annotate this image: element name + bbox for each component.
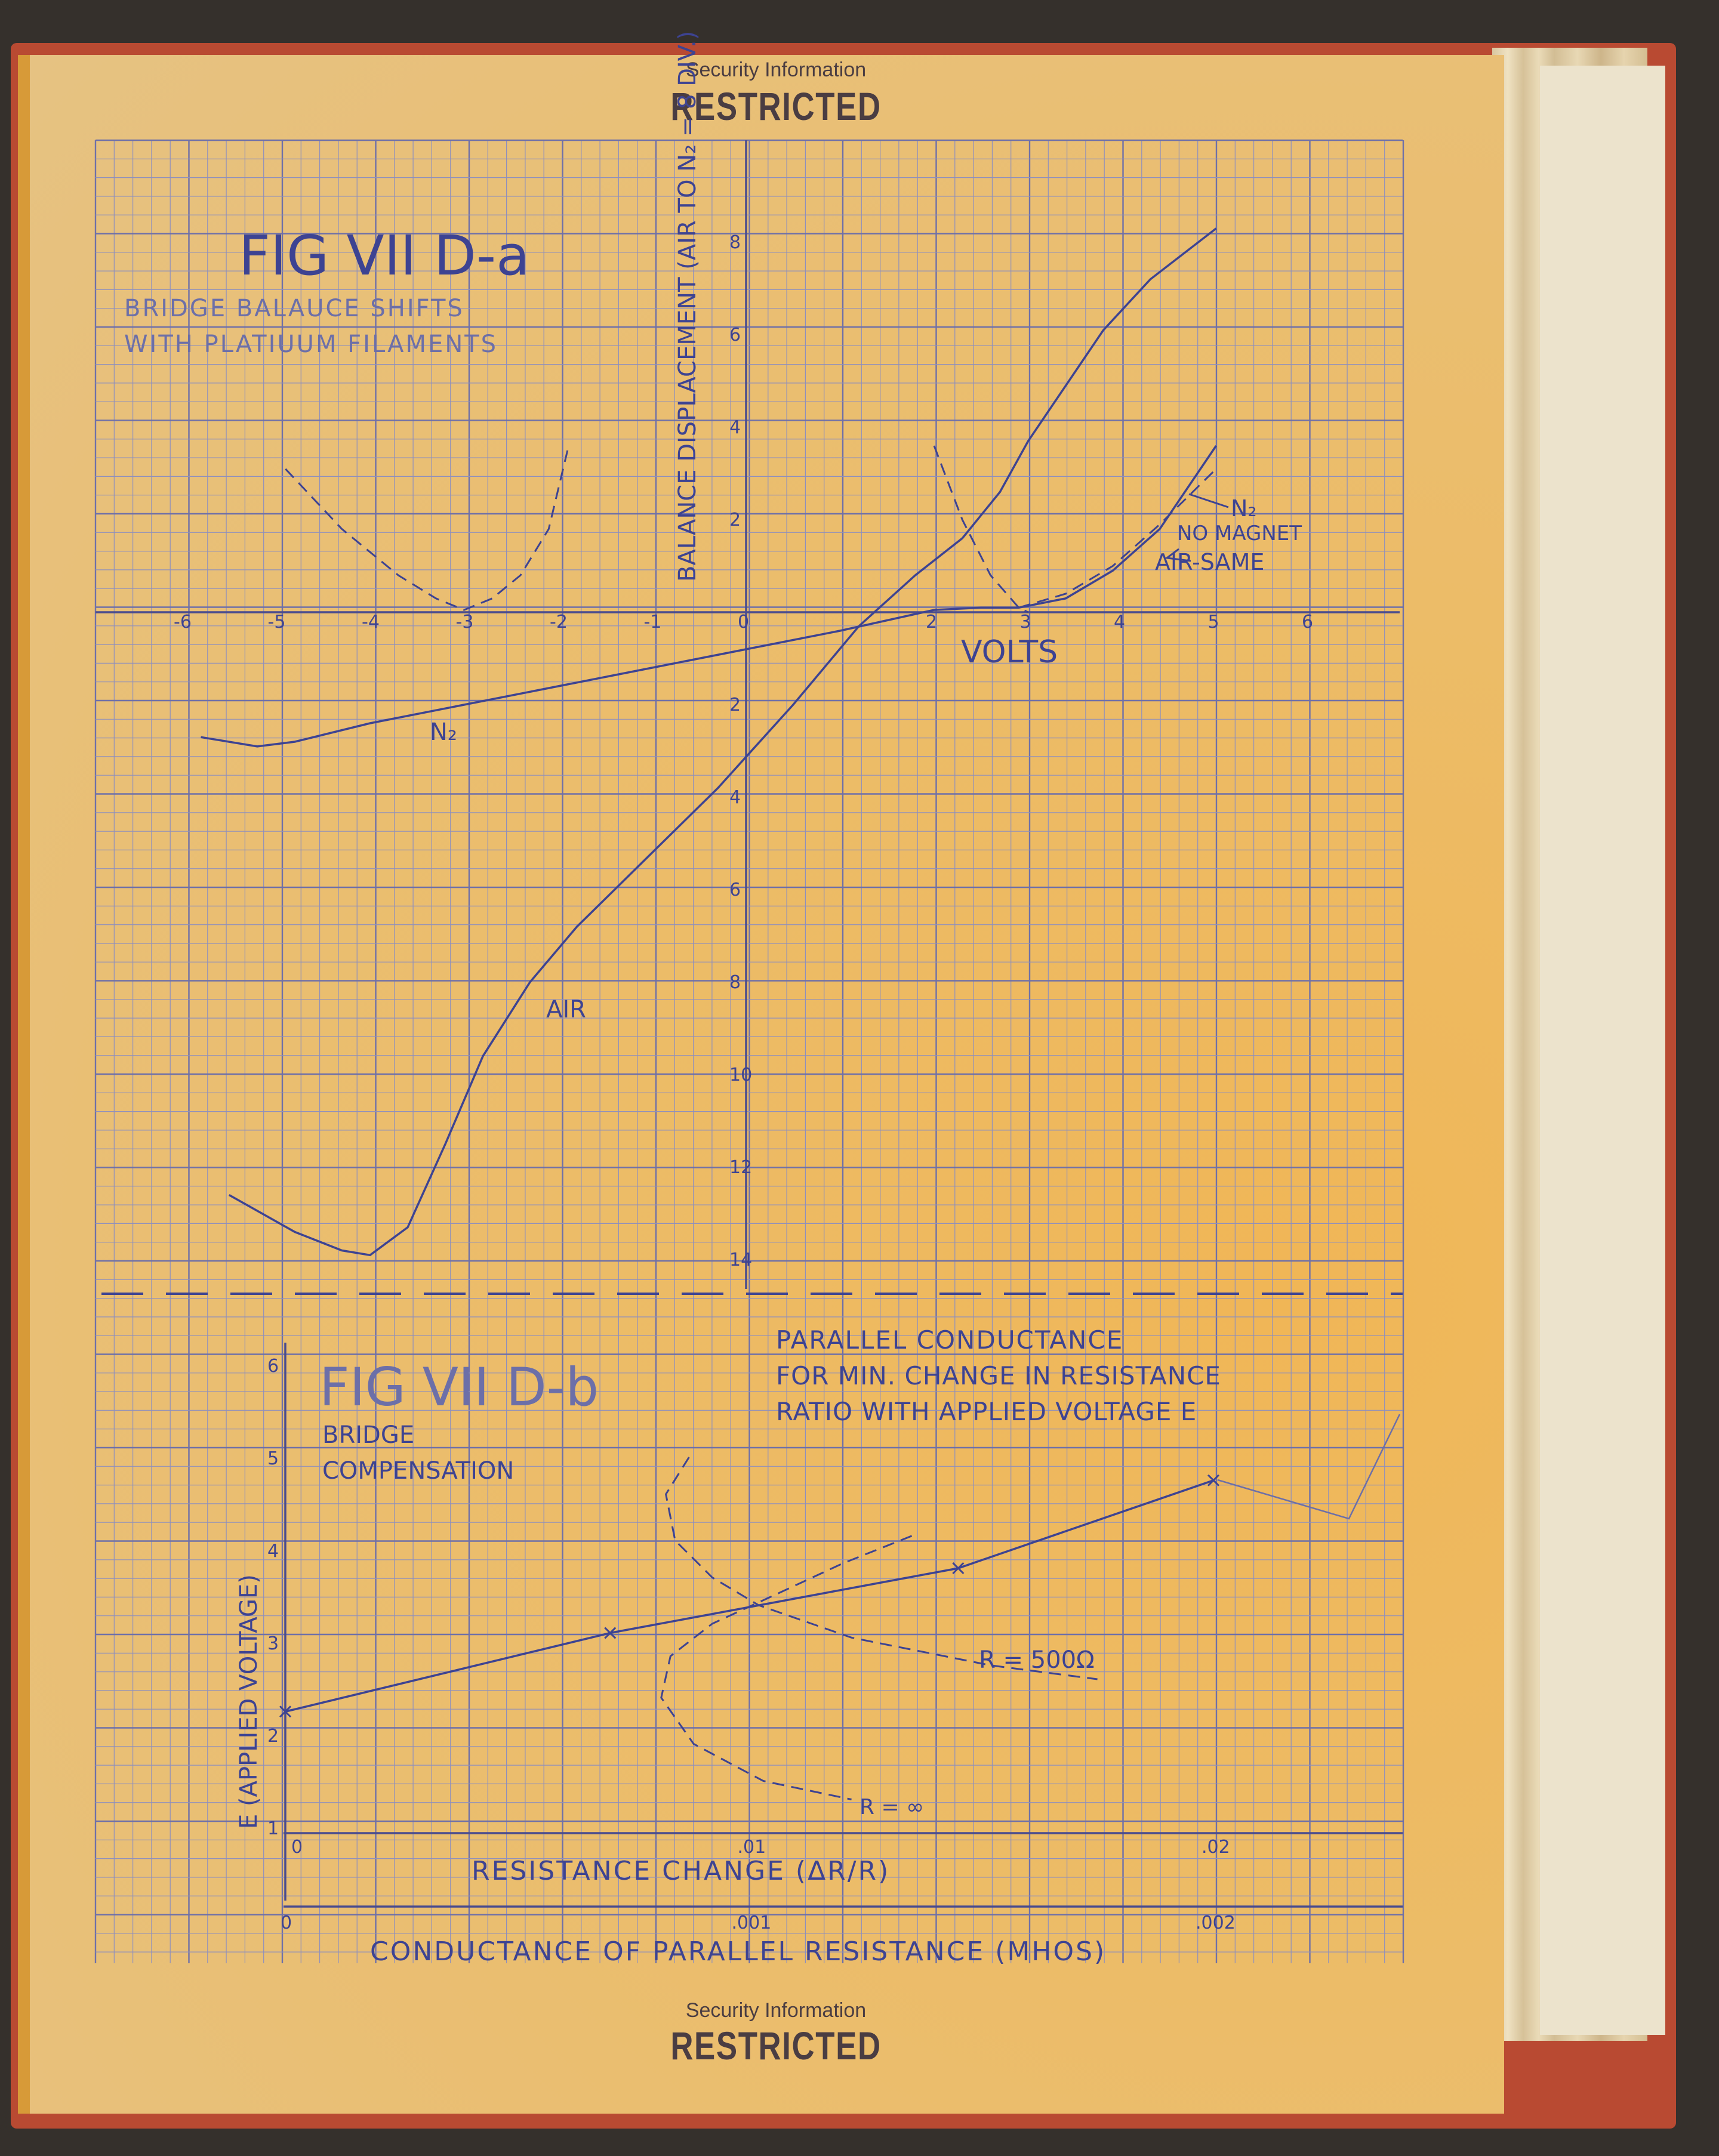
fig-b-y-tick-label: 1 <box>267 1818 279 1839</box>
fig-b-y-tick-label: 3 <box>267 1633 279 1654</box>
fig-b-y-tick-label: 4 <box>267 1541 279 1562</box>
fig-a-subtitle-line-2: WITH PLATIUUM FILAMENTS <box>124 331 498 358</box>
fig-a-y-tick-label: 6 <box>729 325 741 346</box>
fig-b-note-line-2: FOR MIN. CHANGE IN RESISTANCE <box>776 1361 1221 1390</box>
fig-a-x-tick-label: -6 <box>174 612 192 633</box>
fig-b-title: FIG VII D-b <box>319 1356 599 1418</box>
fig-a-y-tick-label: 4 <box>729 417 741 438</box>
top-restricted-stamp: RESTRICTED <box>670 84 882 128</box>
fig-a-x-tick-label: 4 <box>1114 612 1126 633</box>
bottom-security-label: Security Information <box>685 1999 867 2022</box>
fig-a-x-tick-label: 5 <box>1207 612 1219 633</box>
fig-a-series <box>201 229 1216 1256</box>
fig-b-bottom-x-tick-label: 0 <box>281 1913 292 1933</box>
fig-b-top-x-tick-label: 0 <box>291 1837 303 1858</box>
label-r-500: R = 500Ω <box>979 1646 1095 1674</box>
fig-a-x-tick-label: -3 <box>455 612 474 633</box>
fig-a-y-tick-label: 2 <box>729 510 741 530</box>
fig-a-x-tick-label: -1 <box>643 612 662 633</box>
fig-b-data-point <box>1208 1475 1219 1486</box>
label-no-magnet: NO MAGNET <box>1177 522 1302 545</box>
fig-b-note-line-1: PARALLEL CONDUCTANCE <box>776 1325 1124 1355</box>
fig-a-y-tick-label: 10 <box>729 1065 753 1085</box>
fig-a-x-tick-label: -5 <box>267 612 286 633</box>
fig-a-series-line-0 <box>229 229 1216 1256</box>
fig-b-bottom-x-tick-label: .001 <box>731 1913 772 1933</box>
fig-a-y-label: BALANCE DISPLACEMENT (AIR TO N₂ = 8 DIV.) <box>674 30 701 582</box>
grid-lines <box>96 140 1403 1963</box>
label-r-infinity: R = ∞ <box>860 1795 925 1819</box>
fig-a-x-tick-label: 2 <box>926 612 938 633</box>
fig-b-y-tick-label: 2 <box>267 1726 279 1747</box>
bottom-restricted-stamp: RESTRICTED <box>670 2024 882 2068</box>
fig-b-top-x-tick-label: .02 <box>1202 1837 1230 1858</box>
label-n2-right: N₂ <box>1231 495 1257 522</box>
fig-b-bottom-x-label: CONDUCTANCE OF PARALLEL RESISTANCE (MHOS) <box>370 1936 1107 1967</box>
fig-a-y-tick-label: 2 <box>729 695 741 715</box>
fig-a-tick-labels <box>174 232 1313 1270</box>
fig-b-bottom-x-tick-label: .002 <box>1196 1913 1236 1933</box>
fig-a-y-tick-label: 14 <box>729 1250 753 1270</box>
fig-b-y-tick-label: 6 <box>267 1356 279 1377</box>
annotation-arrow <box>1189 494 1228 507</box>
label-air-same: AIR-SAME <box>1155 549 1265 575</box>
fig-a-x-tick-label: 0 <box>738 612 750 633</box>
fig-b-top-x-label: RESISTANCE CHANGE (ΔR/R) <box>472 1856 891 1886</box>
fig-a-y-tick-label: 8 <box>729 972 741 993</box>
fig-a-y-tick-label: 8 <box>729 232 741 253</box>
fig-b-top-x-tick-label: .01 <box>737 1837 766 1858</box>
fig-a-y-tick-label: 6 <box>729 880 741 900</box>
fig-b-note-line-3: RATIO WITH APPLIED VOLTAGE E <box>776 1397 1197 1426</box>
fig-b-y-tick-label: 5 <box>267 1448 279 1469</box>
fig-a-x-tick-label: 3 <box>1019 612 1031 633</box>
fig-a-x-tick-label: 6 <box>1302 612 1314 633</box>
fig-b-y-label: E (APPLIED VOLTAGE) <box>235 1574 263 1829</box>
label-air: AIR <box>546 996 586 1023</box>
fig-a-series-line-1 <box>201 446 1216 747</box>
fig-a-title: FIG VII D-a <box>239 224 530 288</box>
fig-b-subtitle-line-2: COMPENSATION <box>322 1457 515 1485</box>
fig-a-x-label: VOLTS <box>961 634 1058 670</box>
fig-a-x-tick-label: -4 <box>362 612 380 633</box>
top-security-label: Security Information <box>685 58 867 81</box>
fig-a-y-tick-label: 12 <box>729 1157 753 1178</box>
fig-a-series-line-4 <box>934 446 1028 612</box>
fig-a-subtitle-line-1: BRIDGE BALAUCE SHIFTS <box>124 295 464 322</box>
fig-a-x-tick-label: -2 <box>550 612 568 633</box>
label-n2-left: N₂ <box>430 718 457 746</box>
fig-a-y-tick-label: 4 <box>729 787 741 808</box>
fig-b-subtitle-line-1: BRIDGE <box>322 1421 415 1449</box>
